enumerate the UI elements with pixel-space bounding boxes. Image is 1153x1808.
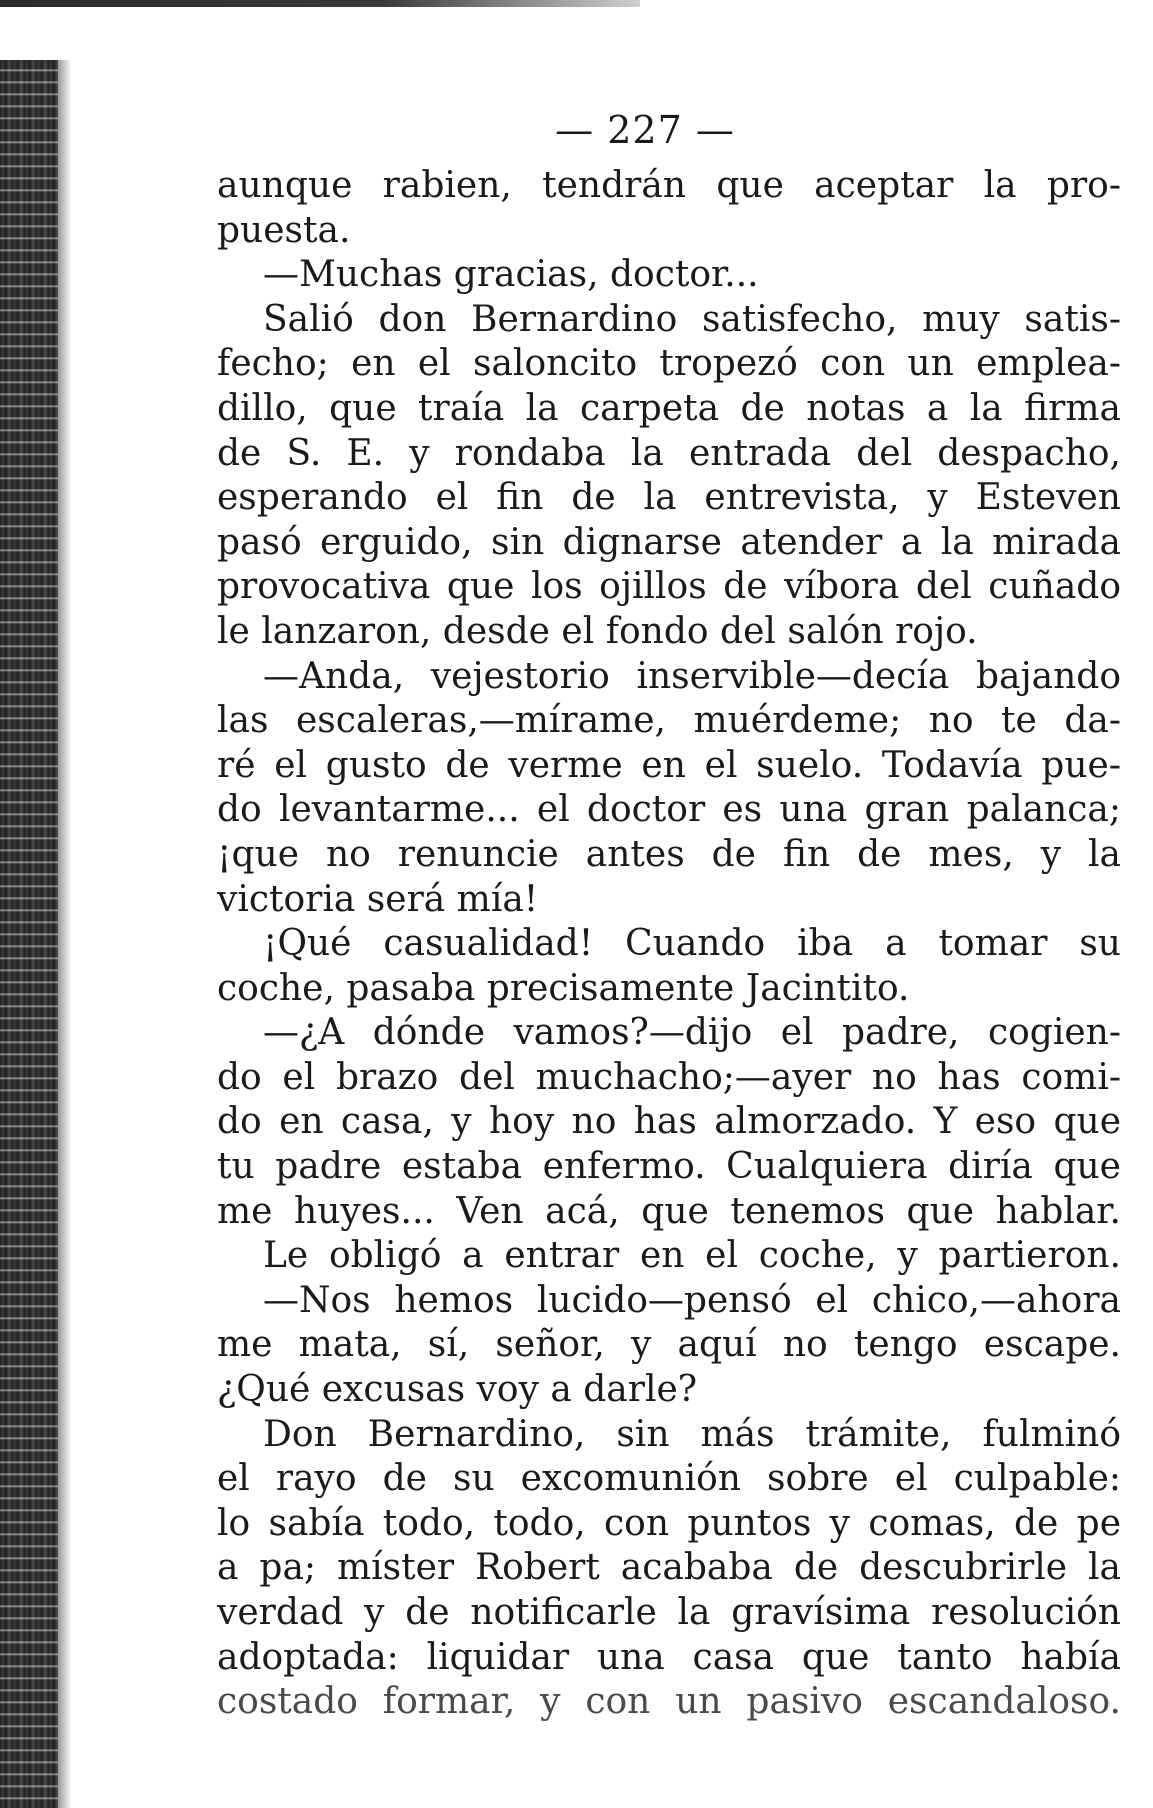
text-line: a pa; míster Robert acababa de descubrirle la xyxy=(217,1547,1121,1589)
page-number: — 227 — xyxy=(555,108,735,152)
top-edge-rule xyxy=(0,0,640,7)
text-line: el rayo de su excomunión sobre el culpable: xyxy=(217,1458,1121,1500)
text-line: Salió don Bernardino satisfecho, muy satis- xyxy=(263,298,1121,340)
text-line: verdad y de notificarle la gravísima resolución xyxy=(217,1592,1121,1633)
body-text xyxy=(217,164,1121,1725)
text-line: fecho; en el saloncito tropezó con un emplea- xyxy=(217,343,1121,385)
text-line: —Anda, vejestorio inservible—decía bajando xyxy=(263,655,1121,697)
text-line: aunque rabien, tendrán que aceptar la pro- xyxy=(217,165,1121,206)
text-line: do el brazo del muchacho;—ayer no has comi- xyxy=(217,1056,1121,1098)
text-line: me mata, sí, señor, y aquí no tengo escape. xyxy=(217,1324,1121,1366)
binding-edge xyxy=(0,60,58,1808)
text-line: —Nos hemos lucido—pensó el chico,—ahora xyxy=(263,1279,1121,1321)
text-line: Don Bernardino, sin más trámite, fulminó xyxy=(263,1413,1121,1455)
text-line: provocativa que los ojillos de víbora del cuñado xyxy=(217,566,1121,608)
text-line: pasó erguido, sin dignarse atender a la mirada xyxy=(217,521,1121,563)
text-line: Le obligó a entrar en el coche, y partieron. xyxy=(263,1235,1121,1277)
text-line: do en casa, y hoy no has almorzado. Y eso que xyxy=(217,1101,1121,1143)
text-line: le lanzaron, desde el fondo del salón rojo. xyxy=(217,610,978,652)
text-line: ¿Qué excusas voy a darle? xyxy=(217,1369,698,1411)
text-line: victoria será mía! xyxy=(217,878,539,920)
text-line: dillo, que traía la carpeta de notas a la firma xyxy=(217,387,1121,429)
text-line: me huyes... Ven acá, que tenemos que hablar. xyxy=(217,1190,1121,1232)
text-line: lo sabía todo, todo, con puntos y comas, de pe xyxy=(217,1502,1121,1544)
text-line: costado formar, y con un pasivo escandaloso. xyxy=(217,1681,1121,1723)
text-line: tu padre estaba enfermo. Cualquiera diría que xyxy=(217,1146,1121,1188)
text-line: esperando el fin de la entrevista, y Esteven xyxy=(217,477,1121,519)
text-line: —Muchas gracias, doctor... xyxy=(263,254,759,296)
text-line: —¿A dónde vamos?—dijo el padre, cogien- xyxy=(263,1012,1121,1054)
text-line: do levantarme... el doctor es una gran palanca; xyxy=(217,789,1121,831)
text-line: ¡que no renuncie antes de fin de mes, y la xyxy=(217,833,1121,875)
text-line: coche, pasaba precisamente Jacintito. xyxy=(217,967,910,1009)
text-line: puesta. xyxy=(217,209,351,251)
text-line: de S. E. y rondaba la entrada del despacho, xyxy=(217,432,1121,474)
text-line: ré el gusto de verme en el suelo. Todavía pue- xyxy=(217,744,1121,786)
text-line: ¡Qué casualidad! Cuando iba a tomar su xyxy=(263,923,1121,965)
text-line: adoptada: liquidar una casa que tanto había xyxy=(217,1636,1121,1678)
text-line: las escaleras,—mírame, muérdeme; no te da- xyxy=(217,700,1121,742)
